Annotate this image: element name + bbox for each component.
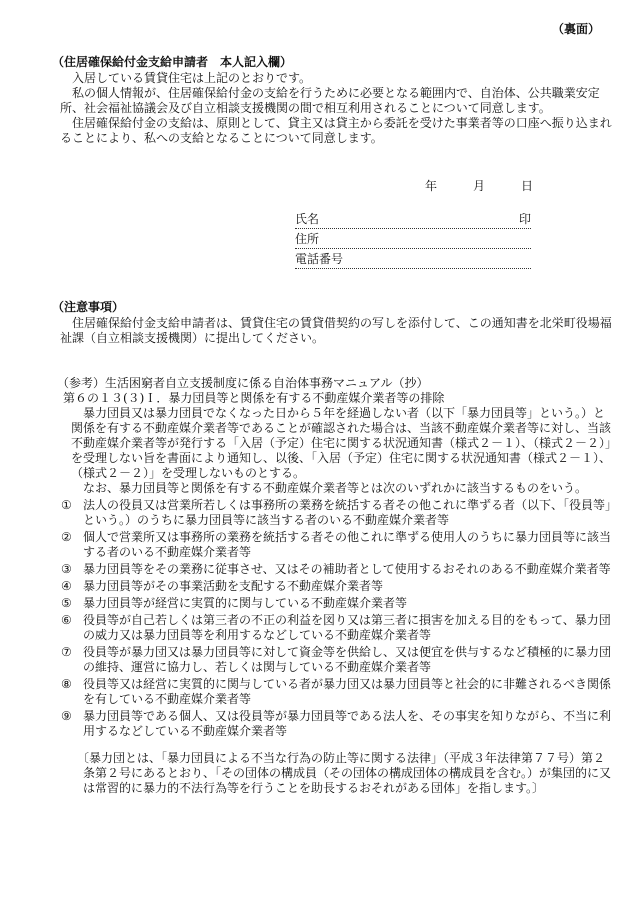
address-field <box>295 231 531 249</box>
notes-text-block <box>60 316 612 346</box>
item-number: ④ <box>61 579 72 593</box>
item-text: 役員等が暴力団又は暴力団員等に対して資金等を供給し、又は便宜を供与するなど積極的に暴力団の維持、運営に協力し、若しくは関与している不動産媒介業者等 <box>83 645 612 674</box>
notes-heading: （注意事項） <box>52 300 125 314</box>
reference-heading: （参考）生活困窮者自立支援制度に係る自治体事務マニュアル（抄） <box>57 376 429 390</box>
gang-definition-footnote: 〔暴力団とは、「暴力団員による不当な行為の防止等に関する法律」（平成３年法律第７７号）第２条第２号にあるとおり、「その団体の構成員（その団体の構成団体の構成員を含む。）が集団的に又は常習的に暴力的不法行為等を行うことを助長するおそれがある団体」を指します。〕 <box>77 751 612 795</box>
item-text: 暴力団員等がその事業活動を支配する不動産媒介業者等 <box>83 579 384 593</box>
seal-mark: 印 <box>518 212 531 226</box>
item-number: ⑧ <box>61 677 72 691</box>
list-item <box>55 596 615 611</box>
item-number: ③ <box>61 562 72 576</box>
item-text: 役員等が自己若しくは第三者の不正の利益を図り又は第三者に損害を加える目的をもって、暴力団の威力又は暴力団員等を利用するなどしている不動産媒介業者等 <box>83 613 611 642</box>
item-text: 暴力団員等が経営に実質的に関与している不動産媒介業者等 <box>83 596 408 610</box>
phone-label: 電話番号 <box>295 252 344 266</box>
item-text: 役員等又は経営に実質的に関与している者が暴力団又は暴力団員等と社会的に非難されるべき関係を有している不動産媒介業者等 <box>83 677 612 706</box>
item-text: 暴力団員等である個人、又は役員等が暴力団員等である法人を、その事実を知りながら、不当に利用するなどしている不動産媒介業者等 <box>83 709 612 738</box>
statement-privacy-consent: 私の個人情報が、住居確保給付金の支給を行うために必要となる範囲内で、自治体、公共職業安定所、社会福祉協議会及び自立相談支援機関の間で相互利用されることについて同意します。 <box>60 86 600 115</box>
applicant-statements <box>60 71 612 146</box>
item-number: ① <box>61 498 72 512</box>
reference-criteria-list <box>55 498 615 739</box>
list-item <box>55 562 615 577</box>
item-number: ⑦ <box>61 645 72 659</box>
item-text: 暴力団員等をその業務に従事させ、又はその補助者として使用するおそれのある不動産媒介業者等 <box>83 562 611 576</box>
phone-field <box>295 251 531 269</box>
item-number: ⑥ <box>61 613 72 627</box>
reference-subheading: 第６の１３(３)Ｉ．暴力団員等と関係を有する不動産媒介業者等の排除 <box>63 391 445 405</box>
notes-text: 住居確保給付金支給申請者は、賃貸住宅の賃貸借契約の写しを添付して、この通知書を北栄町役場福祉課（自立相談支援機関）に提出してください。 <box>60 316 612 345</box>
name-label: 氏名 <box>295 212 320 226</box>
date-line: 年 月 日 <box>425 179 534 193</box>
list-item <box>55 498 615 528</box>
statement-payment-consent: 住居確保給付金の支給は、原則として、貸主又は貸主から委託を受けた事業者等の口座へ振り込まれることにより、私への支給となることについて同意します。 <box>60 116 612 145</box>
list-item <box>55 579 615 594</box>
statement-residence: 入居している賃貸住宅は上記のとおりです。 <box>72 71 312 85</box>
list-item <box>55 709 615 739</box>
item-number: ② <box>61 530 72 544</box>
reference-paragraph-definition: なお、暴力団員等と関係を有する不動産媒介業者等とは次のいずれかに該当するものをいう。 <box>83 481 588 495</box>
item-number: ⑨ <box>61 709 72 723</box>
reference-section <box>55 376 615 796</box>
name-field <box>295 211 531 229</box>
list-item <box>55 530 615 560</box>
item-text: 個人で営業所又は事務所の業務を統括する者その他これに準ずる使用人のうちに暴力団員等に該当する者のいる不動産媒介業者等 <box>83 530 612 559</box>
list-item <box>55 613 615 643</box>
item-text: 法人の役員又は営業所若しくは事務所の業務を統括する者その他これに準ずる者（以下、「役員等」という。）のうちに暴力団員等に該当する者のいる不動産媒介業者等 <box>83 498 612 527</box>
signature-block <box>295 211 531 271</box>
applicant-section-heading: （住居確保給付金支給申請者 本人記入欄） <box>52 55 293 69</box>
page-side-label: （裏面） <box>551 22 600 36</box>
item-number: ⑤ <box>61 596 72 610</box>
list-item <box>55 645 615 675</box>
list-item <box>55 677 615 707</box>
reference-paragraph-exclusion: 暴力団員又は暴力団員でなくなった日から５年を経過しない者（以下「暴力団員等」という。）と関係を有する不動産媒介業者等であることが確認された場合は、当該不動産媒介業者等に対し、当該不動産媒介業者等が発行する「入居（予定）住宅に関する状況通知書（様式２－１）、（様式２－２）」を受理しない旨を書面により通知し、以後、「入居（予定）住宅に関する状況通知書（様式２－１）、（様式２－２）」を受理しないものとする。 <box>71 406 612 480</box>
address-label: 住所 <box>295 232 320 246</box>
